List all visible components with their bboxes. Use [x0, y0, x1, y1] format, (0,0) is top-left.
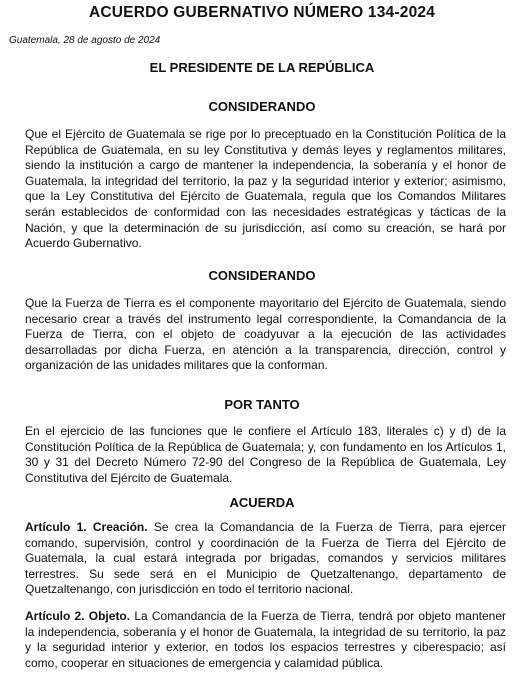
considerando-paragraph-2: Que la Fuerza de Tierra es el componente mayoritario del Ejército de Guatemala, siendo necesario crear a través del instrumento legal correspondiente, la Comandancia de la Fuerza de Tierra, con el objeto de coadyuvar a la ejecución de las actividades desarrolladas por dicha Fuerza, en atención a la transparencia, dirección, control y organización de las unidades militares que la conforman. — [25, 296, 506, 373]
considerando-heading-1: CONSIDERANDO — [208, 99, 316, 114]
por-tanto-heading: POR TANTO — [224, 397, 300, 412]
acuerda-heading: ACUERDA — [229, 495, 295, 510]
issuer-heading: EL PRESIDENTE DE LA REPÚBLICA — [149, 60, 375, 75]
article-2-paragraph — [25, 609, 506, 671]
article-2-label: Artículo 2. Objeto. — [25, 609, 131, 623]
considerando-heading-2: CONSIDERANDO — [208, 268, 316, 283]
article-1-paragraph — [25, 520, 506, 598]
article-1-label: Artículo 1. Creación. — [25, 520, 148, 534]
article-1-text: Se crea la Comandancia de la Fuerza de Tierra, para ejercer comando, supervisión, control y coordinación de la Fuerza de Tierra del Ejército de Guatemala, la cual estará integrada por brigadas, comandos y servicios militares terrestres. Su sede será en el Municipio de Quetzaltenango, departamento de Quetzaltenango, con jurisdicción en todo el territorio nacional. — [25, 520, 506, 597]
por-tanto-paragraph: En el ejercicio de las funciones que le confiere el Artículo 183, literales c) y d) de la Constitución Política de la República de Guatemala; y, con fundamento en los Artículos 1, 30 y 31 del Decreto Número 72-90 del Congreso de la República de Guatemala, Ley Constitutiva del Ejército de Guatemala. — [25, 424, 506, 485]
dateline: Guatemala, 28 de agosto de 2024 — [9, 35, 161, 46]
article-2-text: La Comandancia de la Fuerza de Tierra, tendrá por objeto mantener la independencia, soberanía y el honor de Guatemala, la integridad de su territorio, la paz y la seguridad interior y exterior, en todos los espacios terrestres y ciberespacio; así como, cooperar en situaciones de emergencia y calamidad pública. — [25, 609, 506, 670]
document-title: ACUERDO GUBERNATIVO NÚMERO 134-2024 — [88, 4, 436, 21]
considerando-paragraph-1: Que el Ejército de Guatemala se rige por lo preceptuado en la Constitución Política de la República de Guatemala, en su ley Constitutiva y demás leyes y reglamentos militares, siendo la institución a cargo de mantener la independencia, la soberanía y el honor de Guatemala, la integridad del territorio, la paz y la seguridad interior y exterior; asimismo, que la Ley Constitutiva del Ejército de Guatemala, regula que los Comandos Militares serán establecidos de conformidad con las necesidades estratégicas y tácticas de la Nación, y que la determinación de su jurisdicción, así como su creación, se hará por Acuerdo Gubernativo. — [25, 127, 506, 251]
